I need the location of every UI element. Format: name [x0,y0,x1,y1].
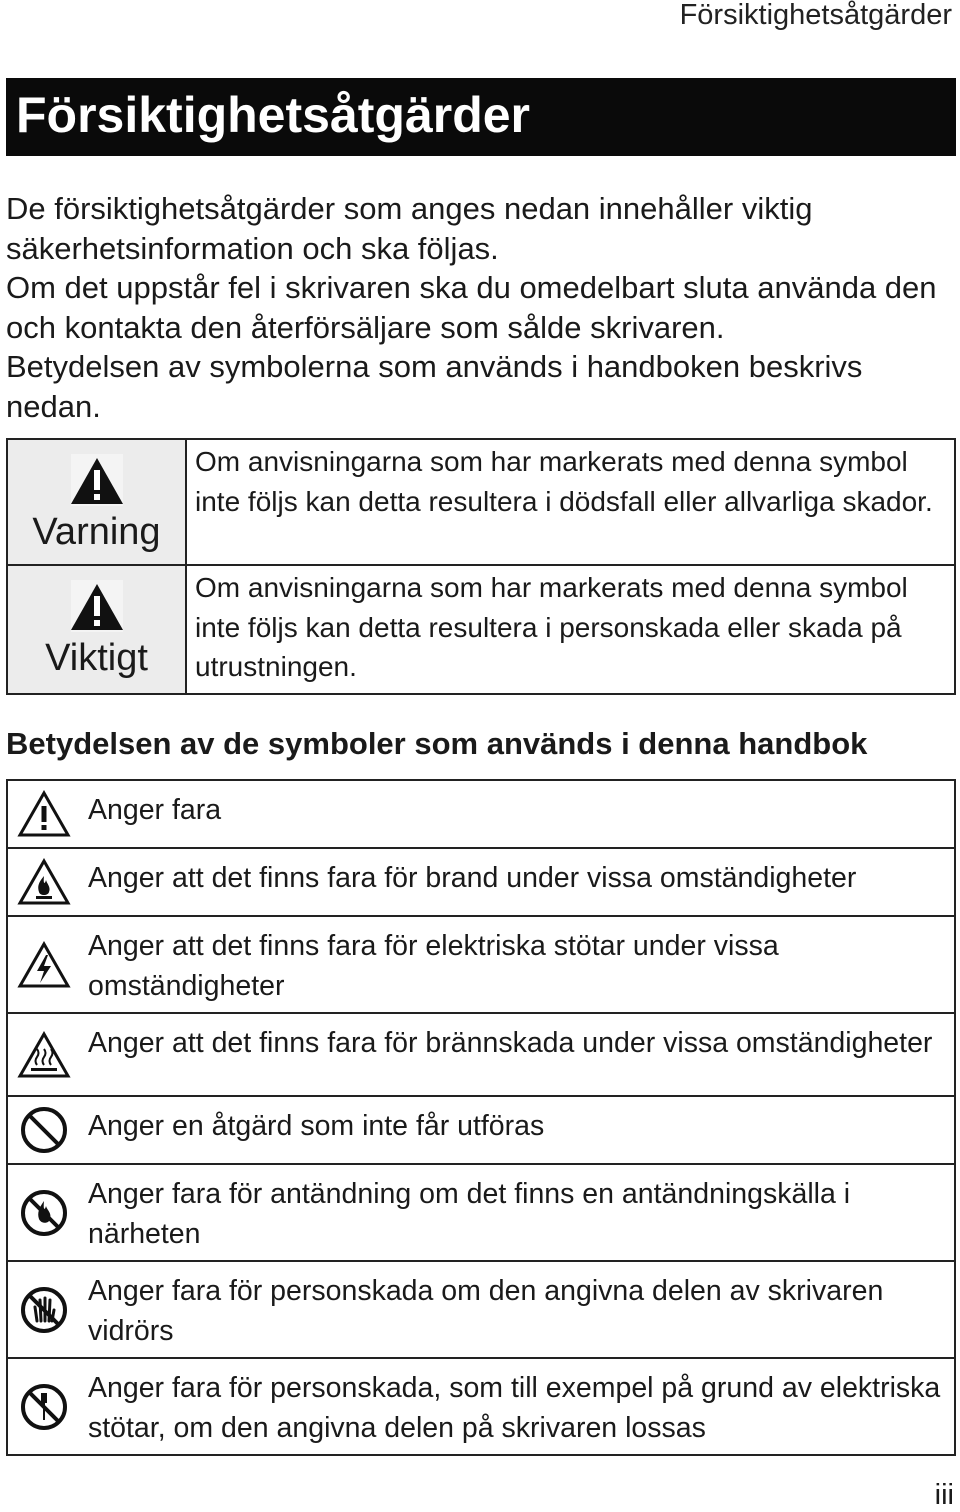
running-header: Försiktighetsåtgärder [679,0,952,31]
symbol-row [7,916,955,1013]
symbol-description: Anger fara för personskada om den angivna delen av skrivaren vidrörs [80,1261,955,1358]
no-open-flame-icon [19,1188,69,1238]
legend-row-viktigt [7,565,955,694]
symbol-row [7,1096,955,1164]
intro-paragraph: Om det uppstår fel i skrivaren ska du omedelbart sluta använda den och kontakta den återförsäljare som sålde skrivaren. [6,270,937,345]
symbol-row [7,1358,955,1455]
symbol-row [7,848,955,916]
intro-paragraph: De försiktighetsåtgärder som anges nedan innehåller viktig säkerhetsinformation och ska följas. [6,191,813,266]
symbol-description: Anger att det finns fara för elektriska stötar under vissa omständigheter [80,916,955,1013]
do-not-touch-icon [19,1285,69,1335]
warning-triangle-icon [67,454,127,508]
do-not-disassemble-icon [19,1382,69,1432]
symbol-description: Anger fara [80,780,955,848]
warning-triangle-icon [67,580,127,634]
legend-label: Varning [32,511,161,553]
page-title: Försiktighetsåtgärder [16,87,531,143]
hot-surface-icon [17,1031,71,1079]
danger-triangle-icon [17,790,71,838]
legend-row-varning [7,439,955,565]
symbol-description: Anger fara för antändning om det finns en antändningskälla i närheten [80,1164,955,1261]
page-number: iii [934,1479,954,1511]
legend-description: Om anvisningarna som har markerats med denna symbol inte följs kan detta resultera i dödsfall eller allvarliga skador. [186,439,955,565]
symbol-description: Anger en åtgärd som inte får utföras [80,1096,955,1164]
intro-text [6,189,951,426]
symbol-row [7,1261,955,1358]
legend-symbol-cell [7,439,186,565]
electric-shock-icon [17,941,71,989]
legend-symbol-cell [7,565,186,694]
symbol-description: Anger att det finns fara för brand under vissa omständigheter [80,848,955,916]
legend-description: Om anvisningarna som har markerats med denna symbol inte följs kan detta resultera i personskada eller skada på utrustningen. [186,565,955,694]
symbol-description: Anger fara för personskada, som till exempel på grund av elektriska stötar, om den angivna delen på skrivaren lossas [80,1358,955,1455]
symbol-row [7,780,955,848]
warning-legend-table [6,438,956,695]
prohibited-icon [19,1105,69,1155]
symbol-row [7,1013,955,1096]
title-bar [6,78,956,156]
intro-paragraph: Betydelsen av symbolerna som används i handboken beskrivs nedan. [6,349,863,424]
symbols-table [6,779,956,1456]
fire-hazard-icon [17,858,71,906]
symbol-description: Anger att det finns fara för brännskada under vissa omständigheter [80,1013,955,1096]
legend-label: Viktigt [45,637,148,679]
section-heading: Betydelsen av de symboler som används i denna handbok [6,726,868,761]
symbol-row [7,1164,955,1261]
